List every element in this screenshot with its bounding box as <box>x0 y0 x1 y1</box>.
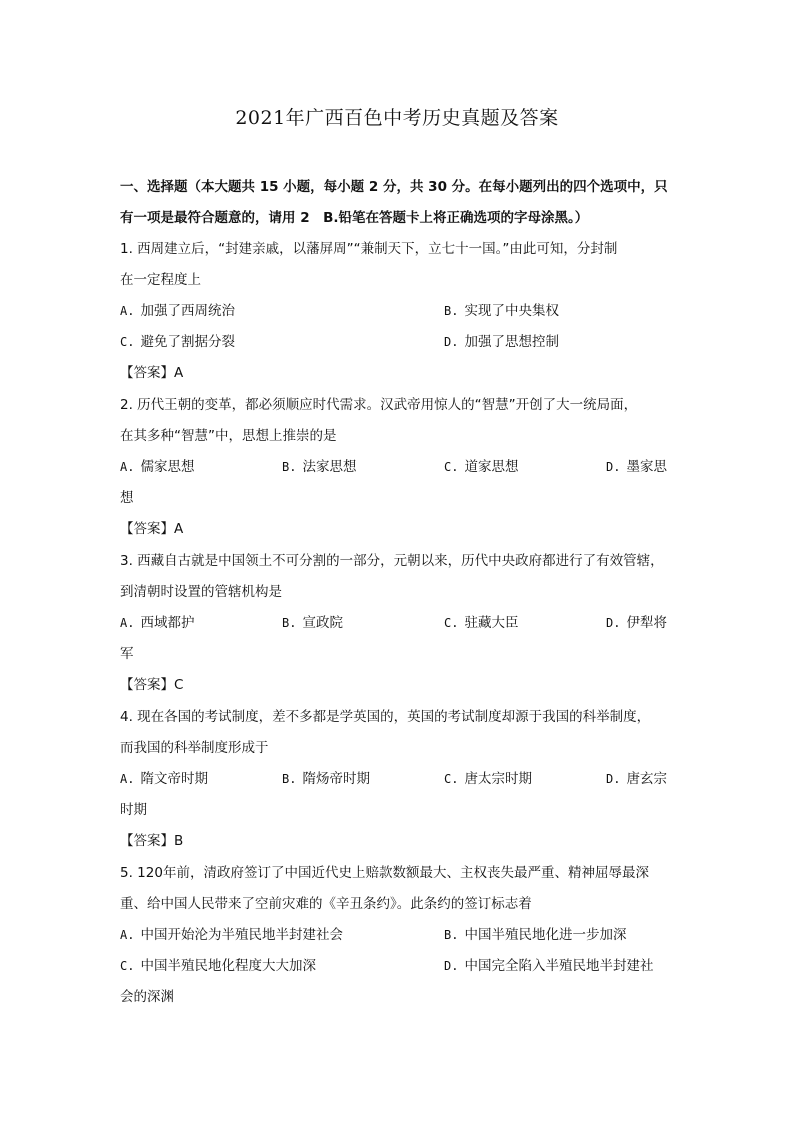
page-title: 2021年广西百色中考历史真题及答案 <box>235 107 559 129</box>
q3-option-c: C. 驻藏大臣 <box>444 615 519 631</box>
q3-option-d: D. 伊犁将 <box>606 615 667 631</box>
q3-option-b: B. 宣政院 <box>282 615 343 631</box>
q2-option-d-wrap: 想 <box>120 490 134 506</box>
q1-option-d: D. 加强了思想控制 <box>444 334 559 350</box>
q3-option-a: A. 西域都护 <box>120 615 195 631</box>
q1-stem-line-1: 1. 西周建立后，“封建亲戚，以藩屏周”“兼制天下，立七十一国。”由此可知，分封制 <box>120 241 618 257</box>
q1-answer: 【答案】A <box>120 365 184 381</box>
q4-option-d-wrap: 时期 <box>120 802 147 818</box>
q2-stem-line-2: 在其多种“智慧”中，思想上推崇的是 <box>120 428 337 444</box>
q5-stem-line-2: 重、给中国人民带来了空前灾难的《辛丑条约》。此条约的签订标志着 <box>120 896 532 912</box>
q1-option-c: C. 避免了割据分裂 <box>120 334 235 350</box>
q1-stem-line-2: 在一定程度上 <box>120 272 201 288</box>
q5-option-a: A. 中国开始沦为半殖民地半封建社会 <box>120 927 343 943</box>
q1-option-b: B. 实现了中央集权 <box>444 303 559 319</box>
q4-stem-line-2: 而我国的科举制度形成于 <box>120 740 269 756</box>
q5-option-b: B. 中国半殖民地化进一步加深 <box>444 927 627 943</box>
q4-option-a: A. 隋文帝时期 <box>120 771 208 787</box>
q1-option-a: A. 加强了西周统治 <box>120 303 235 319</box>
q4-option-c: C. 唐太宗时期 <box>444 771 532 787</box>
q2-answer: 【答案】A <box>120 521 184 537</box>
q4-answer: 【答案】B <box>120 833 184 849</box>
q2-option-c: C. 道家思想 <box>444 459 519 475</box>
q5-option-d-wrap: 会的深渊 <box>120 989 174 1005</box>
section-heading-line-2: 有一项是最符合题意的，请用 2 B.铅笔在答题卡上将正确选项的字母涂黑。） <box>120 210 589 226</box>
section-heading-line-1: 一、选择题（本大题共 15 小题，每小题 2 分，共 30 分。在每小题列出的四个选项中，只 <box>120 179 668 195</box>
q4-stem-line-1: 4. 现在各国的考试制度，差不多都是学英国的，英国的考试制度却源于我国的科举制度， <box>120 709 651 725</box>
q3-stem-line-2: 到清朝时设置的管辖机构是 <box>120 584 282 600</box>
q2-option-a: A. 儒家思想 <box>120 459 195 475</box>
q3-option-d-wrap: 军 <box>120 646 134 662</box>
q3-stem-line-1: 3. 西藏自古就是中国领土不可分割的一部分，元朝以来，历代中央政府都进行了有效管辖， <box>120 553 664 569</box>
q5-stem-line-1: 5. 120年前，清政府签订了中国近代史上赔款数额最大、主权丧失最严重、精神屈辱最深 <box>120 865 649 881</box>
q4-option-b: B. 隋炀帝时期 <box>282 771 370 787</box>
q5-option-d: D. 中国完全陷入半殖民地半封建社 <box>444 958 654 974</box>
q3-answer: 【答案】C <box>120 677 184 693</box>
q2-option-d: D. 墨家思 <box>606 459 667 475</box>
q4-option-d: D. 唐玄宗 <box>606 771 667 787</box>
q5-option-c: C. 中国半殖民地化程度大大加深 <box>120 958 316 974</box>
q2-stem-line-1: 2. 历代王朝的变革，都必须顺应时代需求。汉武帝用惊人的“智慧”开创了大一统局面， <box>120 397 638 413</box>
q2-option-b: B. 法家思想 <box>282 459 357 475</box>
